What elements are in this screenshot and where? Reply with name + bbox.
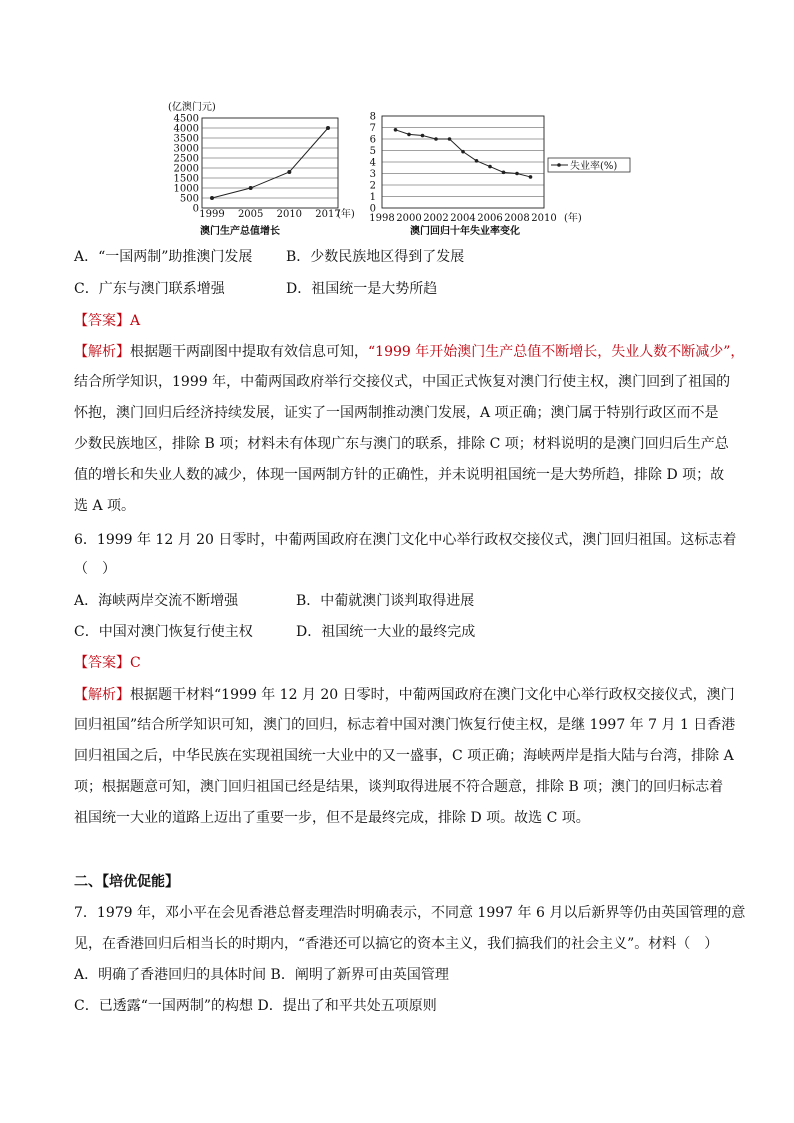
left-y-tick-label: 500: [179, 193, 199, 205]
right-data-point: [461, 150, 465, 154]
q6-option-d: D．祖国统一大业的最终完成: [296, 624, 476, 640]
legend-marker: [557, 163, 561, 167]
right-data-point: [394, 128, 398, 132]
left-y-tick-labels: [174, 114, 199, 215]
right-x-unit: (年): [564, 213, 582, 224]
left-y-tick-label: 0: [192, 203, 199, 215]
right-y-tick-label: 3: [369, 169, 376, 180]
q5-analysis-l1-quote: “1999 年开始澳门生产总值不断增长，失业人数不断减少”，: [368, 344, 745, 360]
q6-analysis-tag: 【解析】: [74, 687, 130, 703]
left-data-point: [249, 186, 253, 190]
right-gridlines: [382, 116, 544, 208]
q5-analysis-line-1: [74, 343, 744, 361]
right-data-point: [529, 175, 533, 179]
q6-analysis-line-1: [74, 686, 735, 704]
left-y-tick-label: 4500: [173, 113, 199, 125]
right-y-tick-label: 6: [369, 134, 376, 146]
section-2-title: 二、【培优促能】: [74, 874, 179, 890]
left-unit-label: (亿澳门元): [168, 102, 216, 113]
right-y-tick-label: 0: [369, 203, 376, 215]
q5-option-d: D．祖国统一是大势所趋: [286, 281, 438, 297]
q5-option-c: C．广东与澳门联系增强: [74, 281, 225, 297]
left-y-tick-label: 1500: [173, 173, 199, 185]
left-data-point: [287, 170, 291, 174]
legend-label: 失业率(%): [570, 161, 618, 172]
right-series: [394, 128, 533, 179]
right-data-point: [448, 137, 452, 141]
left-data-point: [326, 126, 330, 130]
q6-option-c: C．中国对澳门恢复行使主权: [74, 624, 253, 640]
charts-svg: [160, 96, 640, 241]
right-x-tick-labels: [369, 213, 556, 224]
right-x-tick-label: 2002: [423, 213, 449, 224]
right-y-tick-label: 2: [369, 180, 376, 192]
q7-options-cd: C．已透露“一国两制”的构想 D．提出了和平共处五项原则: [74, 998, 437, 1014]
q5-analysis-line-5: 值的增长和失业人数的减少，体现一国两制方针的正确性，并未说明祖国统一是大势所趋，排除 D 项；故: [74, 467, 725, 483]
right-data-point: [407, 133, 411, 137]
q5-option-b: B．少数民族地区得到了发展: [286, 249, 465, 265]
left-x-tick-label: 2005: [237, 209, 264, 220]
left-x-unit: (年): [337, 209, 355, 220]
left-y-tick-label: 1000: [173, 183, 199, 195]
left-series: [210, 126, 330, 200]
q5-answer: 【答案】A: [74, 313, 141, 329]
left-chart-caption: 澳门生产总值增长: [200, 226, 280, 237]
q5-analysis-line-2: 结合所学知识，1999 年，中葡两国政府举行交接仪式，中国正式恢复对澳门行使主权，澳门回到了祖国的: [74, 374, 731, 390]
q5-analysis-l1-a: 根据题干两副图中提取有效信息可知，: [130, 344, 368, 360]
right-data-point: [421, 134, 425, 138]
right-x-tick-label: 2004: [450, 213, 476, 224]
right-data-point: [502, 171, 506, 175]
left-x-tick-label: 2010: [276, 209, 303, 220]
q6-stem-line-2: （ ）: [74, 561, 116, 577]
right-data-point: [488, 165, 492, 169]
right-x-tick-label: 1998: [369, 213, 395, 224]
q6-answer: 【答案】C: [74, 655, 141, 671]
q7-stem-line-1: 7．1979 年，邓小平在会见香港总督麦理浩时明确表示，不同意 1997 年 6 月以后新界等仍由英国管理的意: [74, 905, 746, 921]
right-y-tick-label: 7: [369, 123, 376, 134]
right-y-tick-label: 1: [369, 192, 376, 203]
q6-stem-line-1: 6．1999 年 12 月 20 日零时，中葡两国政府在澳门文化中心举行政权交接仪式，澳门回归祖国。这标志着: [74, 532, 737, 548]
right-data-point: [515, 172, 519, 176]
q6-analysis-l1: 根据题干材料“1999 年 12 月 20 日零时，中葡两国政府在澳门文化中心举行政权交接仪式，澳门: [130, 687, 735, 703]
left-y-tick-label: 3500: [173, 133, 199, 145]
left-y-tick-label: 3000: [173, 143, 199, 155]
q6-analysis-line-2: 回归祖国”结合所学知识可知，澳门的回归，标志着中国对澳门恢复行使主权，是继 1997 年 7 月 1 日香港: [74, 717, 736, 733]
right-x-tick-label: 2008: [504, 213, 530, 224]
q5-analysis-line-6: 选 A 项。: [74, 498, 136, 514]
left-data-point: [210, 196, 214, 200]
right-x-tick-label: 2006: [477, 213, 503, 224]
q6-analysis-line-3: 回归祖国之后，中华民族在实现祖国统一大业中的又一盛事，C 项正确；海峡两岸是指大陆与台湾，排除 A: [74, 748, 734, 764]
right-x-tick-label: 2010: [531, 213, 557, 224]
right-y-tick-label: 8: [369, 111, 376, 123]
q5-analysis-line-4: 少数民族地区，排除 B 项；材料未有体现广东与澳门的联系，排除 C 项；材料说明的是澳门回归后生产总: [74, 436, 729, 452]
q6-option-b: B．中葡就澳门谈判取得进展: [296, 593, 475, 609]
left-x-tick-label: 2017: [315, 209, 341, 220]
charts-figure: [160, 96, 640, 241]
right-chart-caption: 澳门回归十年失业率变化: [410, 226, 520, 237]
q6-analysis-line-4: 项；根据题意可知，澳门回归祖国已经是结果，谈判取得进展不符合题意，排除 B 项；澳门的回归标志着: [74, 779, 724, 795]
left-y-tick-label: 2500: [173, 153, 199, 165]
right-data-point: [434, 137, 438, 141]
left-y-tick-label: 4000: [173, 123, 199, 135]
left-gridlines: [202, 118, 338, 208]
q6-option-a: A．海峡两岸交流不断增强: [74, 593, 239, 609]
q5-option-a: A．“一国两制”助推澳门发展: [74, 249, 253, 265]
right-y-tick-label: 4: [369, 157, 376, 169]
left-plot-frame: [202, 118, 338, 208]
q5-analysis-line-3: 怀抱，澳门回归后经济持续发展，证实了一国两制推动澳门发展，A 项正确；澳门属于特别行政区而不是: [74, 405, 719, 421]
left-y-tick-label: 2000: [173, 163, 199, 175]
right-data-point: [475, 159, 479, 163]
left-x-tick-labels: [199, 209, 340, 220]
right-y-tick-labels: [370, 112, 376, 215]
q6-analysis-line-5: 祖国统一大业的道路上迈出了重要一步，但不是最终完成，排除 D 项。故选 C 项。: [74, 810, 590, 826]
q5-analysis-tag: 【解析】: [74, 344, 130, 360]
right-y-tick-label: 5: [369, 146, 376, 157]
left-x-tick-label: 1999: [199, 209, 225, 220]
q7-stem-line-2: 见，在香港回归后相当长的时期内，“香港还可以搞它的资本主义，我们搞我们的社会主义”。材料（ ）: [74, 936, 719, 952]
q7-options-ab: A．明确了香港回归的具体时间 B．阐明了新界可由英国管理: [74, 967, 449, 983]
right-x-tick-label: 2000: [396, 213, 422, 224]
left-series-line: [212, 128, 328, 198]
